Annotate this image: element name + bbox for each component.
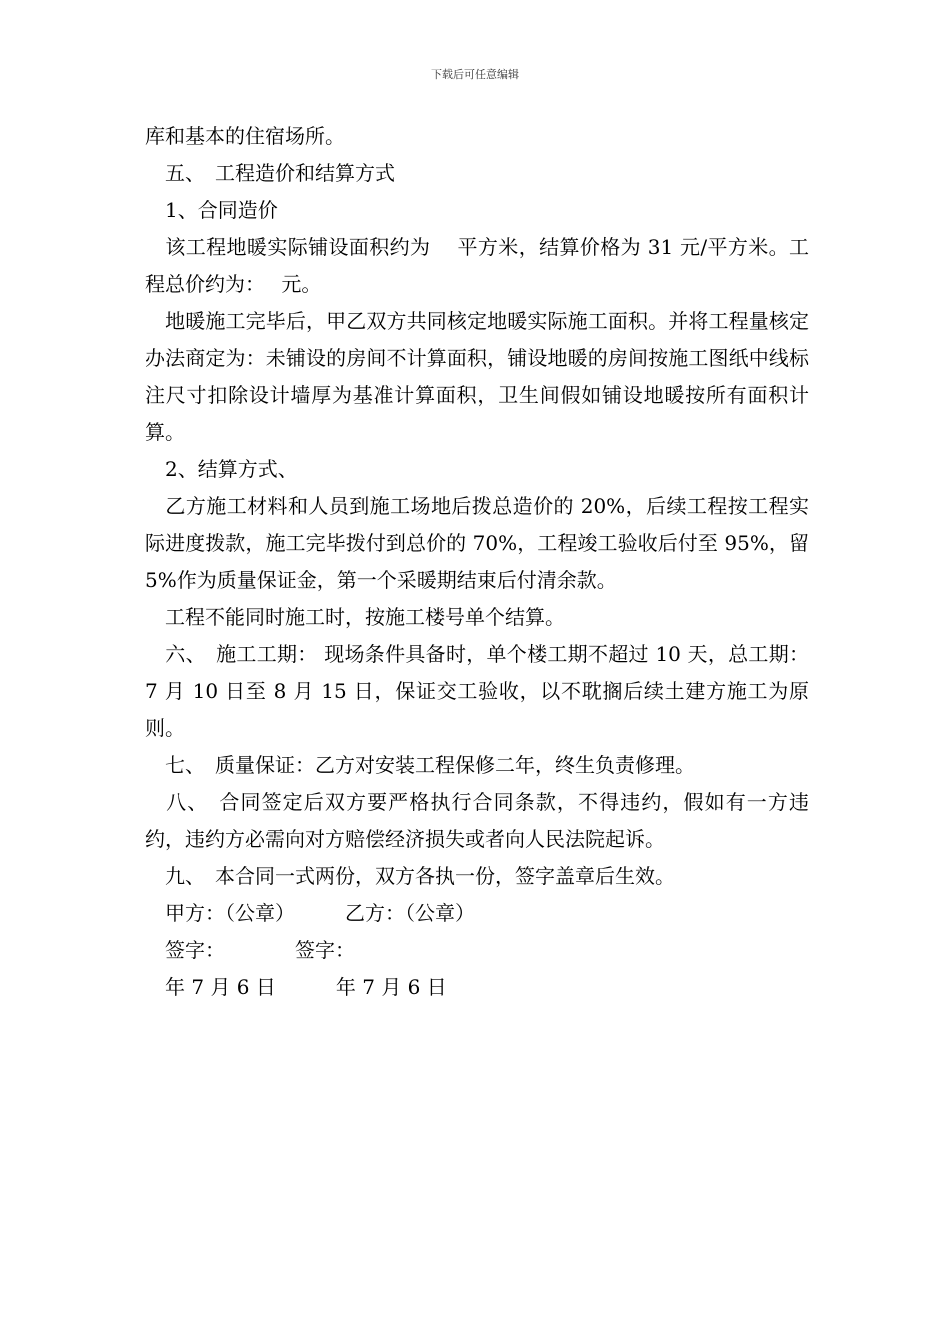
seal-line: 甲方：（公章） 乙方：（公章）	[145, 901, 475, 925]
paragraph: 该工程地暖实际铺设面积约为 平方米，结算价格为 31 元/平方米。工程总价约为： 元。	[145, 235, 809, 296]
section-paragraph: 八、 合同签定后双方要严格执行合同条款，不得违约，假如有一方违约，违约方必需向对方赔偿经济损失或者向人民法院起诉。	[145, 790, 809, 851]
paragraph: 地暖施工完毕后，甲乙双方共同核定地暖实际施工面积。并将工程量核定办法商定为：未铺设的房间不计算面积，铺设地暖的房间按施工图纸中线标注尺寸扣除设计墙厚为基准计算面积，卫生间假如铺设地暖按所有面积计算。	[145, 309, 809, 444]
section-paragraph: 七、 质量保证：乙方对安装工程保修二年，终生负责修理。	[145, 753, 695, 777]
date-line: 年 7 月 6 日 年 7 月 6 日	[145, 975, 447, 999]
paragraph: 库和基本的住宿场所。	[145, 124, 345, 148]
section-heading: 五、 工程造价和结算方式	[145, 161, 395, 185]
paragraph: 乙方施工材料和人员到施工场地后拨总造价的 20%，后续工程按工程实际进度拨款，施工完毕拨付到总价的 70%，工程竣工验收后付至 95%，留 5%作为质量保证金，第一个采暖期结束后付清余款。	[145, 494, 816, 592]
subsection-heading: 1、合同造价	[145, 198, 278, 222]
signature-line: 签字： 签字：	[145, 938, 355, 962]
page-header: 下载后可任意编辑	[431, 68, 519, 81]
section-paragraph: 九、 本合同一式两份，双方各执一份，签字盖章后生效。	[145, 864, 675, 888]
section-paragraph: 六、 施工工期： 现场条件具备时，单个楼工期不超过 10 天，总工期：7 月 10 日至 8 月 15 日，保证交工验收，以不耽搁后续土建方施工为原则。	[145, 642, 809, 740]
paragraph: 工程不能同时施工时，按施工楼号单个结算。	[145, 605, 565, 629]
document-body	[145, 118, 816, 1006]
subsection-heading: 2、结算方式、	[145, 457, 298, 481]
